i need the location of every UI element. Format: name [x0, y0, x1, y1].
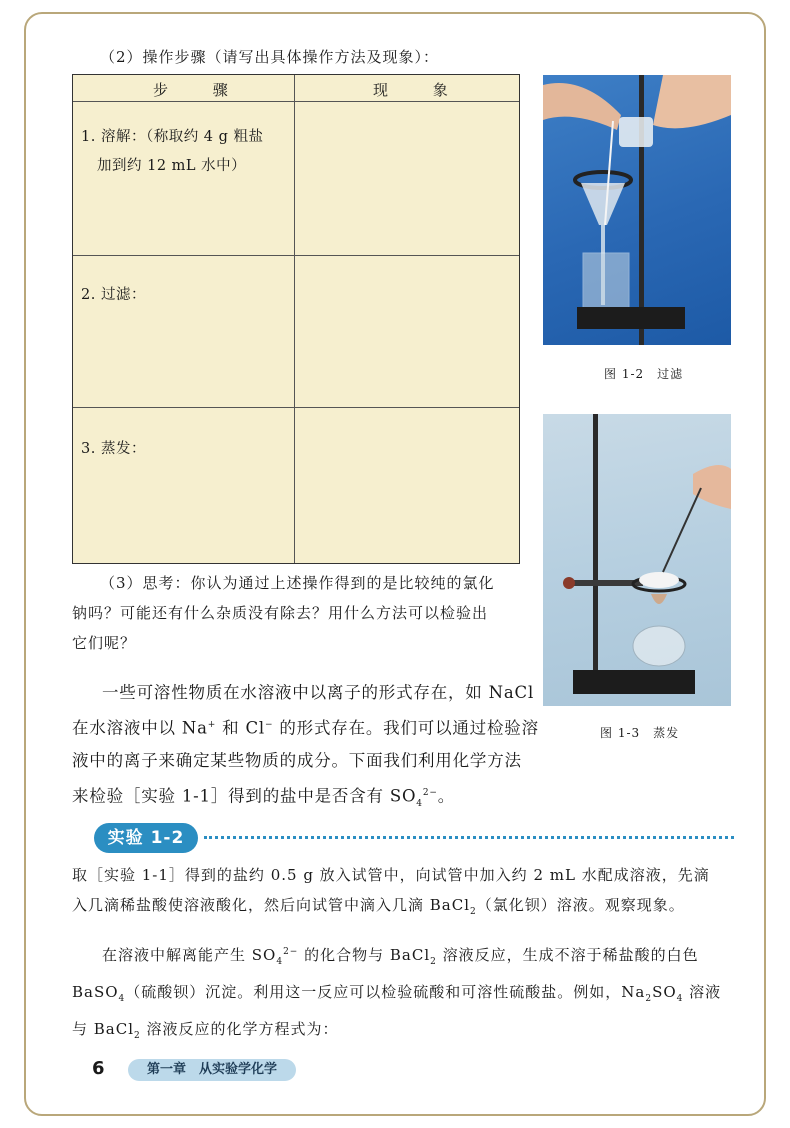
step1-line1: 1. 溶解：（称取约 4 g 粗盐 — [81, 129, 264, 145]
table-divider — [294, 75, 295, 563]
experiment-line1: 取［实验 1-1］得到的盐约 0.5 g 放入试管中，向试管中加入约 2 mL 水配成溶液，先滴 — [72, 866, 710, 884]
step3-cell: 3. 蒸发： — [81, 441, 146, 457]
intro-line2: 在水溶液中以 Na+ 和 Cl− 的形式存在。我们可以通过检验溶 — [72, 718, 539, 738]
dotted-divider — [204, 836, 734, 839]
experiment-badge: 实验 1-2 — [94, 823, 198, 853]
table-rule — [73, 101, 519, 102]
think-line3: 它们呢？ — [72, 634, 137, 652]
conclusion-line3: 与 BaCl$_2$ 溶液反应的化学方程式为： — [72, 1020, 339, 1041]
step1-cell — [81, 123, 264, 181]
think-line2: 钠吗？可能还有什么杂质没有除去？用什么方法可以检验出 — [72, 604, 489, 622]
step2-cell: 2. 过滤： — [81, 287, 146, 303]
header-steps: 步 骤 — [153, 81, 248, 99]
conclusion-line2: BaSO$_4$（硫酸钡）沉淀。利用这一反应可以检验硫酸和可溶性硫酸盐。例如，$Na_2SO_4$ 溶液 — [72, 983, 722, 1004]
steps-table — [72, 74, 520, 564]
intro-line4: 来检验［实验 1-1］得到的盐中是否含有 $SO_4^{2-}$。 — [72, 786, 456, 809]
intro-line1: 一些可溶性物质在水溶液中以离子的形式存在，如 NaCl — [102, 683, 535, 702]
chapter-tab: 第一章 从实验学化学 — [128, 1059, 296, 1081]
intro-line3: 液中的离子来确定某些物质的成分。下面我们利用化学方法 — [72, 750, 522, 770]
think-line1: （3）思考：你认为通过上述操作得到的是比较纯的氯化 — [100, 574, 495, 592]
page-number: 6 — [92, 1058, 105, 1079]
figure-1-3-caption: 图 1-3 蒸发 — [600, 726, 680, 740]
step1-line2: 加到约 12 mL 水中） — [97, 158, 247, 174]
table-rule — [73, 407, 519, 408]
thinking-question — [72, 568, 532, 658]
header-phenomena: 现 象 — [373, 81, 468, 99]
ion-intro-paragraph — [72, 677, 542, 819]
filtration-photo — [543, 75, 731, 345]
step-heading: （2）操作步骤（请写出具体操作方法及现象）： — [100, 48, 440, 66]
experiment-text — [72, 860, 740, 927]
table-rule — [73, 255, 519, 256]
evaporation-illustration — [543, 414, 731, 706]
conclusion-paragraph — [72, 937, 740, 1051]
filtration-illustration — [543, 75, 731, 345]
conclusion-line1: 在溶液中解离能产生 $SO_4^{2-}$ 的化合物与 BaCl$_2$ 溶液反应，生成不溶于稀盐酸的白色 — [102, 946, 699, 967]
evaporation-photo — [543, 414, 731, 706]
figure-1-2-caption: 图 1-2 过滤 — [604, 367, 684, 381]
experiment-line2: 入几滴稀盐酸使溶液酸化，然后向试管中滴入几滴 BaCl$_2$（氯化钡）溶液。观察现象。 — [72, 896, 685, 917]
